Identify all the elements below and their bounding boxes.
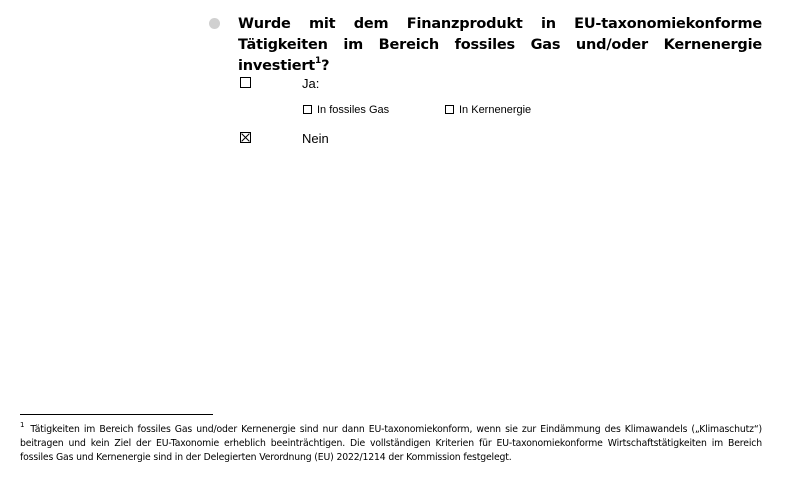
nuclear-label: In Kernenergie xyxy=(459,104,532,116)
fossil-gas-label: In fossiles Gas xyxy=(317,104,390,116)
question-end-punct: ? xyxy=(321,58,330,74)
checkbox-fossil-gas[interactable] xyxy=(303,105,312,114)
checkbox-fossil-gas-option[interactable] xyxy=(303,104,389,116)
bullet-point xyxy=(209,18,220,29)
option-no-label: Nein xyxy=(302,131,329,146)
footnote-separator xyxy=(20,414,213,415)
footnote-marker: 1 xyxy=(20,420,25,429)
question-text xyxy=(238,14,762,77)
checkbox-nuclear-option[interactable] xyxy=(445,104,531,116)
footnote-reference: 1 xyxy=(315,56,322,67)
question-body: Wurde mit dem Finanzprodukt in EU-taxonomiekonforme Tätigkeiten im Bereich fossiles Gas und/oder Kernenergie investiert xyxy=(238,16,762,74)
checkbox-nuclear[interactable] xyxy=(445,105,454,114)
checkbox-yes[interactable] xyxy=(240,77,251,88)
option-yes-label: Ja: xyxy=(302,76,320,91)
footnote xyxy=(20,420,762,465)
footnote-text: Tätigkeiten im Bereich fossiles Gas und/oder Kernenergie sind nur dann EU-taxonomiekonform, wenn sie zur Eindämmung des Klimawandels („Klimaschutz“) beitragen und kein Ziel der EU-Taxonomie erheblich beeinträchtigen. Die vollständigen Kriterien für EU-taxonomiekonforme Wirtschaftstätigkeiten im Bereich fossiles Gas und Kernenergie sind in der Delegierten Verordnung (EU) 2022/1214 der Kommission festgelegt. xyxy=(20,424,762,463)
checkbox-no-checked[interactable] xyxy=(240,132,251,143)
